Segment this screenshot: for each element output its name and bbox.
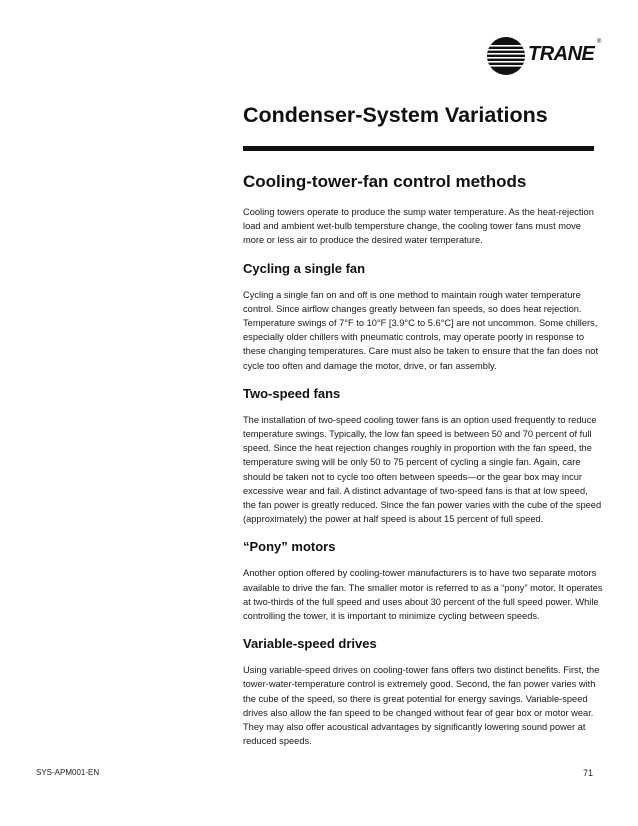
trane-logo	[486, 36, 602, 76]
trane-logo-mark-icon	[486, 36, 526, 76]
main-content	[243, 172, 603, 761]
section-intro: Cooling towers operate to produce the sump water temperature. As the heat-rejection load and ambient wet-bulb tempersture change, the cooling tower fans must move more or less air to produce the desired water temperature.	[243, 207, 594, 246]
chapter-title: Condenser-System Variations	[243, 103, 548, 127]
trane-wordmark: TRANE	[528, 43, 595, 65]
subsection-variable-speed-drives	[243, 636, 603, 748]
subsection-body: The installation of two-speed cooling tower fans is an option used frequently to reduce temperature swings. Typically, the low fan speed is between 50 and 70 percent of full speed. Since the heat rejection changes roughly in proportion with the fan speed, the temperature swing will be only 50 to 75 percent of cycling a single fan. Again, care should be taken not to cycle too often between speeds—or the gear box may incur excessive wear and fail. A distinct advantage of two-speed fans is that at low speed, the fan power is greatly reduced. Since the fan power varies with the cube of the speed (approximately) the power at half speed is about 15 percent of full speed.	[243, 414, 602, 525]
subsection-body: Cycling a single fan on and off is one method to maintain rough water temperature control. Since airflow changes greatly between fan speeds, so does heat rejection. Temperature swings of 7°F to 10°F [3.9°C to 5.6°C] are not uncommon. Some chillers, especially older chillers with pneumatic controls, may operate poorly in response to these changing temperatures. Care must also be taken to ensure that the fan does not cycle too often and damage the motor, drive, or fan assembly.	[243, 289, 599, 371]
page-number: 71	[583, 768, 594, 778]
subsection-heading: Two-speed fans	[243, 385, 341, 401]
subsection-body: Using variable-speed drives on cooling-tower fans offers two distinct benefits. First, the tower-water-temperature control is extremely good. Second, the fan power varies with the cube of the speed, so there is great potential for energy savings. Variable-speed drives also allow the fan speed to be changed without fear of gear box or motor wear. They may also offer acoustical advantages by significantly lowering sound power at reduced speeds.	[243, 665, 600, 747]
subsection-pony-motors	[243, 539, 603, 623]
subsection-heading: “Pony” motors	[243, 539, 336, 555]
subsection-heading: Variable-speed drives	[243, 636, 377, 652]
registered-mark: ®	[597, 39, 602, 45]
subsection-two-speed-fans	[243, 386, 603, 527]
section-heading: Cooling-tower-fan control methods	[243, 172, 527, 191]
footer-doc-id: SYS-APM001-EN	[36, 768, 100, 777]
subsection-heading: Cycling a single fan	[243, 260, 366, 276]
title-rule	[243, 146, 594, 151]
subsection-body: Another option offered by cooling-tower manufacturers is to have two separate motors available to drive the fan. The smaller motor is referred to as a “pony” motor. It operates at two-thirds of the full speed and uses about 30 percent of the full speed power. While controlling the tower, it is important to minimize cycling between speeds.	[243, 568, 603, 622]
subsection-cycling-single-fan	[243, 261, 603, 373]
